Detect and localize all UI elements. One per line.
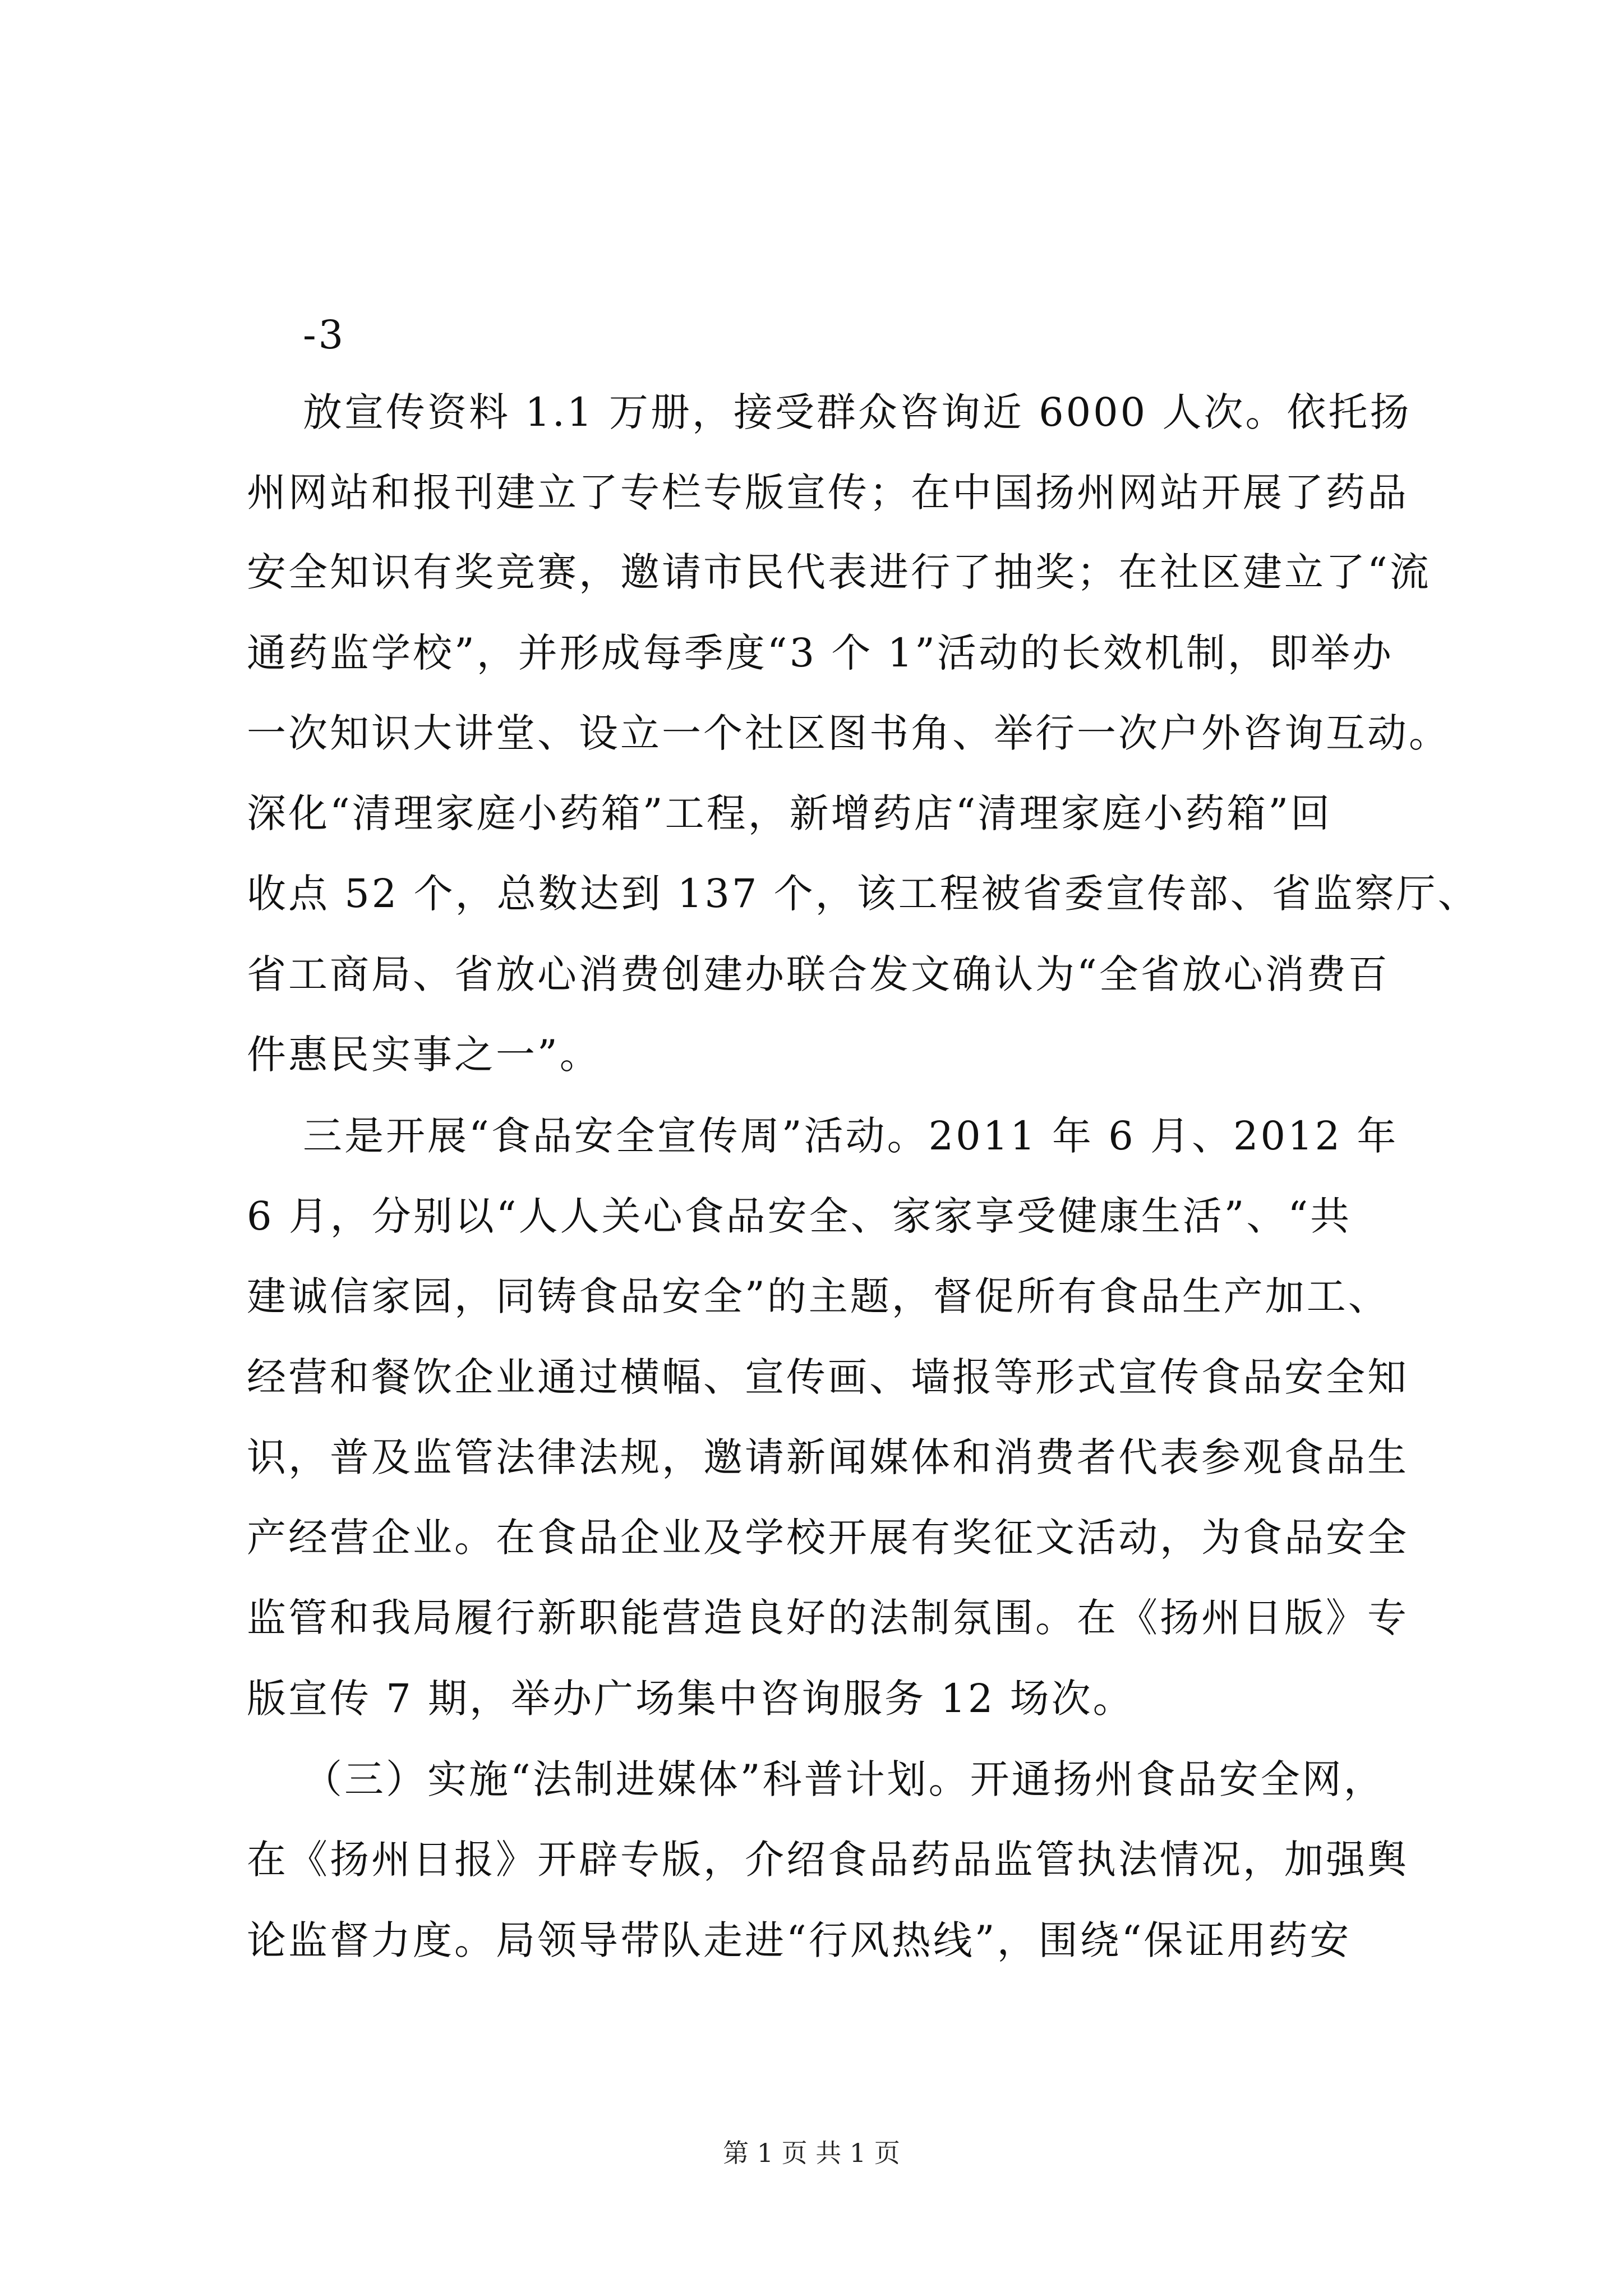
body-line: 建诚信家园，同铸食品安全”的主题，督促所有食品生产加工、 — [247, 1273, 1390, 1319]
body-line: 监管和我局履行新职能营造良好的法制氛围。在《扬州日版》专 — [247, 1595, 1409, 1641]
body-line: 一次知识大讲堂、设立一个社区图书角、举行一次户外咨询互动。 — [247, 710, 1450, 756]
body-line: 州网站和报刊建立了专栏专版宣传；在中国扬州网站开展了药品 — [247, 470, 1409, 516]
page-marker: -3 — [303, 312, 346, 358]
body-line: 件惠民实事之一”。 — [247, 1032, 601, 1078]
body-line: 论监督力度。局领导带队走进“行风热线”，围绕“保证用药安 — [247, 1917, 1352, 1963]
body-line: 收点 52 个，总数达到 137 个，该工程被省委宣传部、省监察厅、 — [247, 871, 1479, 917]
body-line: 经营和餐饮企业通过横幅、宣传画、墙报等形式宣传食品安全知 — [247, 1354, 1409, 1400]
body-line: 通药监学校”，并形成每季度“3 个 1”活动的长效机制，即举办 — [247, 630, 1394, 676]
body-line: 产经营企业。在食品企业及学校开展有奖征文活动，为食品安全 — [247, 1515, 1409, 1561]
body-line: 深化“清理家庭小药箱”工程，新增药店“清理家庭小药箱”回 — [247, 790, 1332, 836]
body-line: 6 月，分别以“人人关心食品安全、家家享受健康生活”、“共 — [247, 1193, 1352, 1239]
page-footer: 第 1 页 共 1 页 — [723, 2138, 900, 2168]
body-line: 放宣传资料 1.1 万册，接受群众咨询近 6000 人次。依托扬 — [303, 389, 1412, 435]
body-line: 在《扬州日报》开辟专版，介绍食品药品监管执法情况，加强舆 — [247, 1837, 1409, 1883]
body-line: 省工商局、省放心消费创建办联合发文确认为“全省放心消费百 — [247, 951, 1390, 997]
body-line: 识，普及监管法律法规，邀请新闻媒体和消费者代表参观食品生 — [247, 1434, 1409, 1480]
body-line: 三是开展“食品安全宣传周”活动。2011 年 6 月、2012 年 — [303, 1113, 1399, 1159]
body-line: （三）实施“法制进媒体”科普计划。开通扬州食品安全网， — [303, 1756, 1385, 1802]
body-line: 安全知识有奖竞赛，邀请市民代表进行了抽奖；在社区建立了“流 — [247, 549, 1431, 595]
body-line: 版宣传 7 期，举办广场集中咨询服务 12 场次。 — [247, 1676, 1135, 1722]
